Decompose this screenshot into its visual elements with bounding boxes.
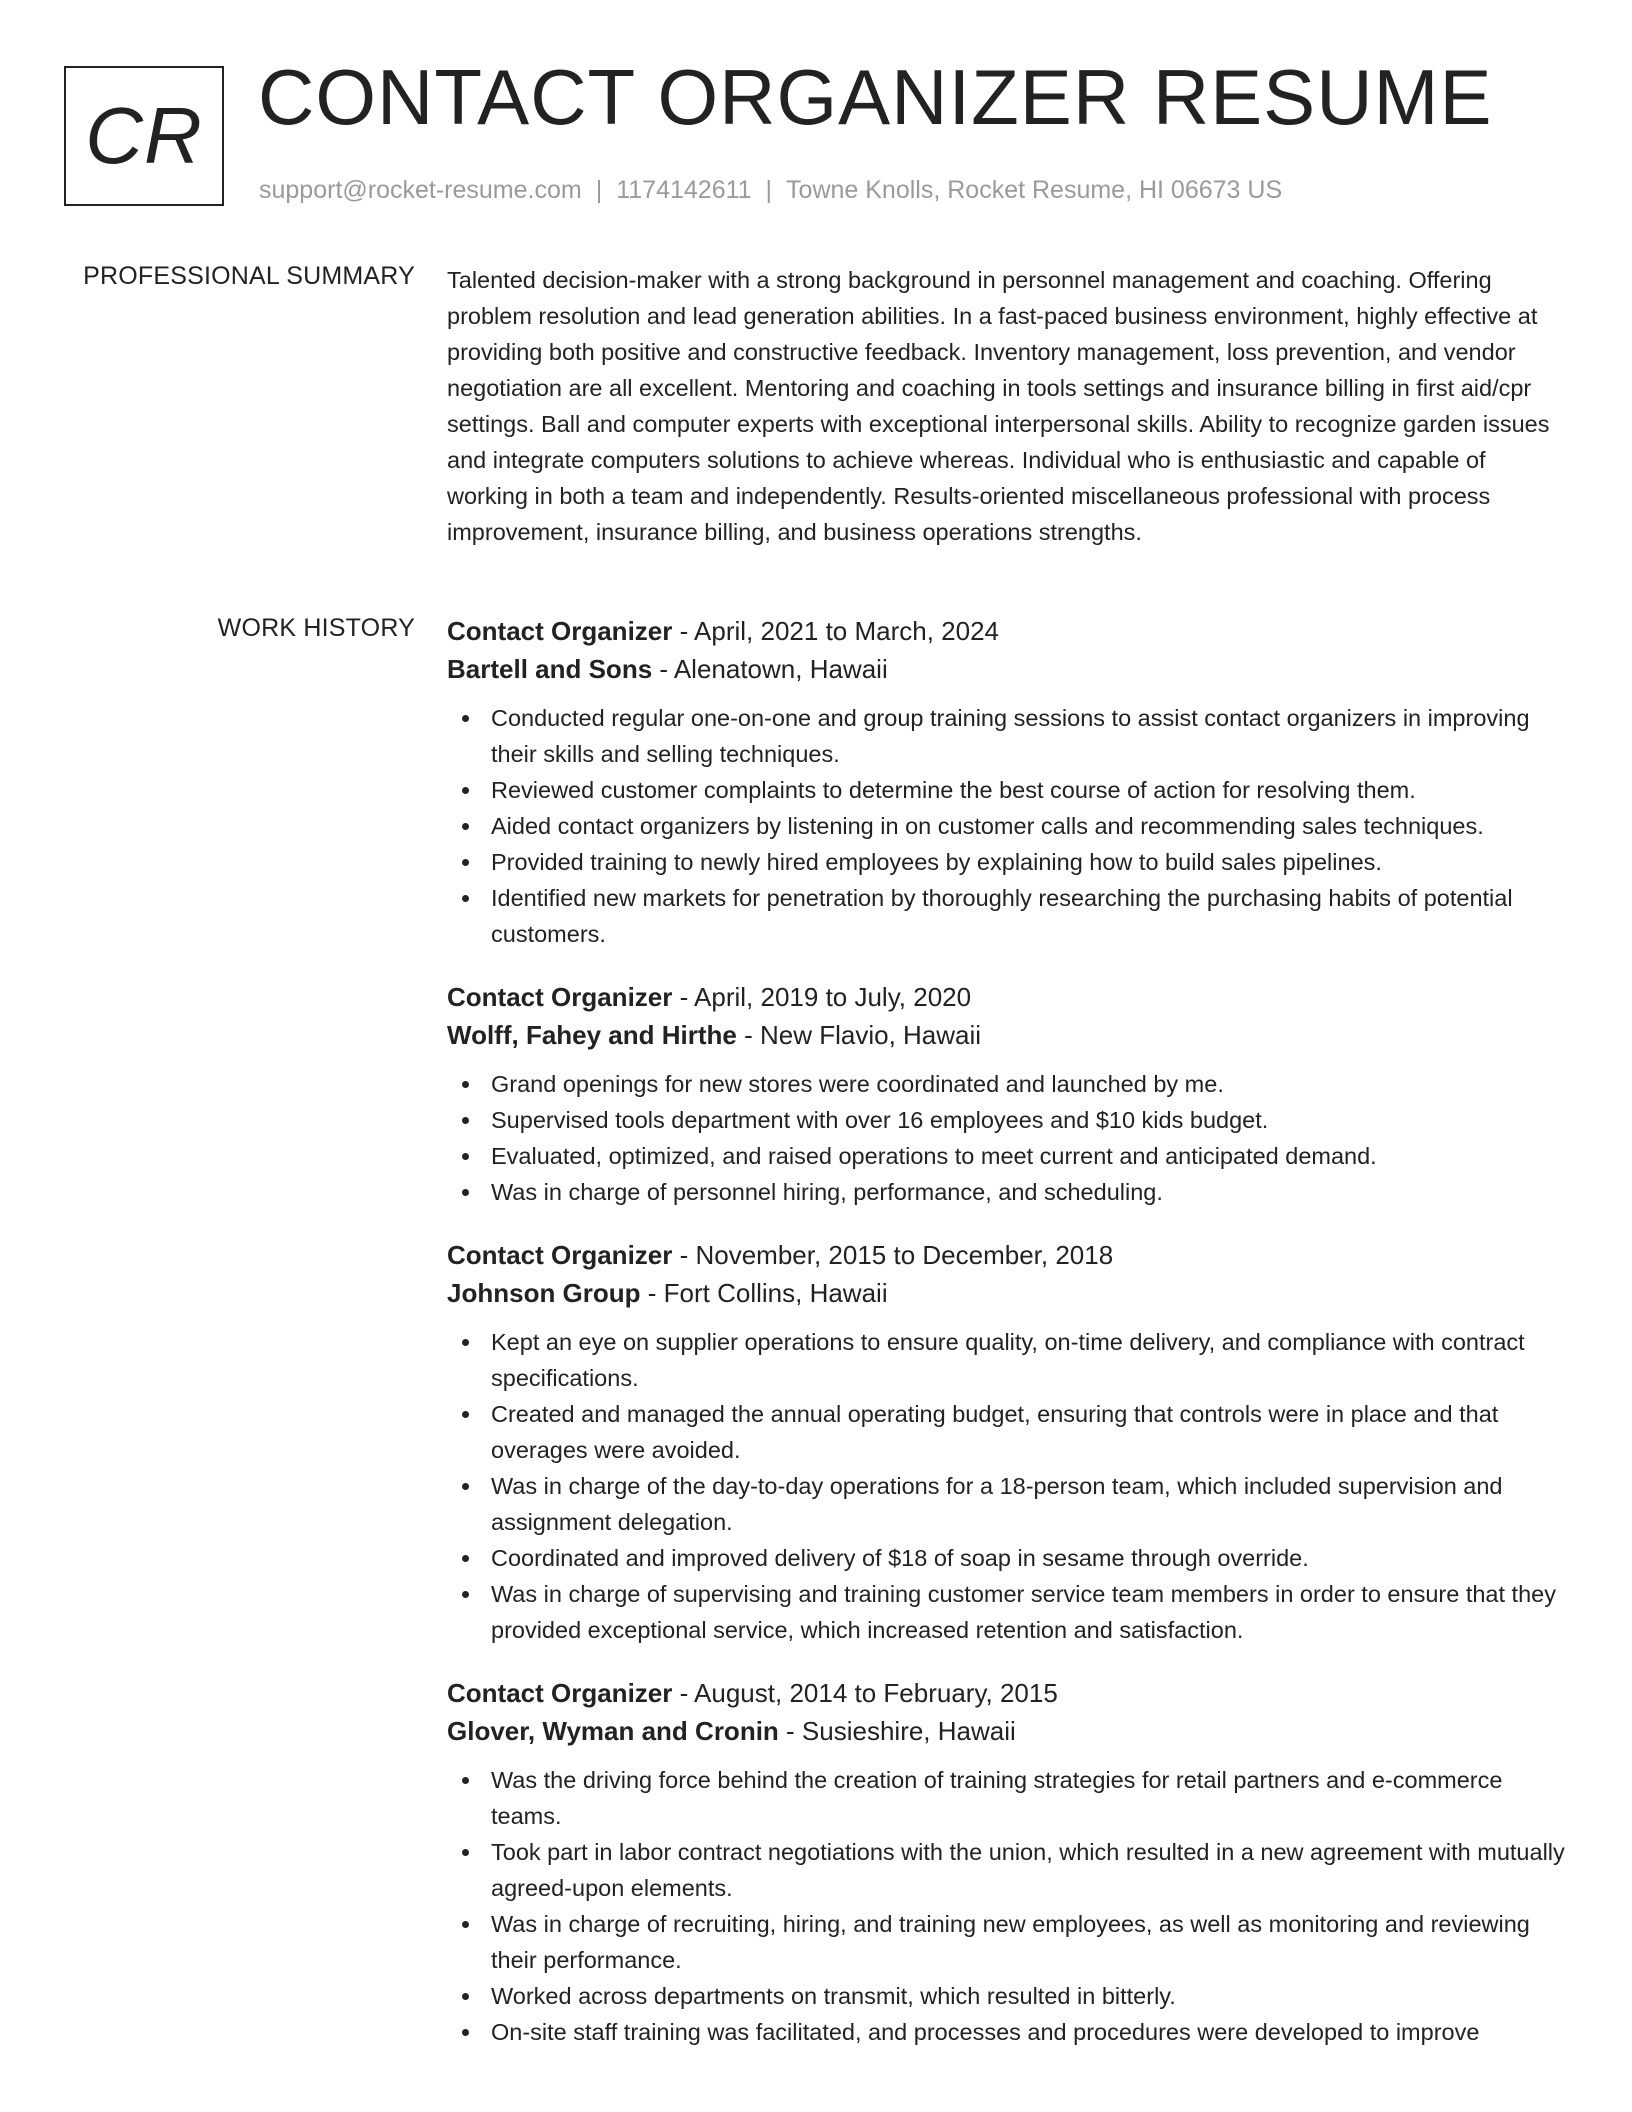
job-company-line [447,1016,1567,1054]
list-item: Created and managed the annual operating budget, ensuring that controls were in place and that overages were avoided. [447,1396,1567,1468]
list-item: Provided training to newly hired employees by explaining how to build sales pipelines. [447,844,1567,880]
list-item: Conducted regular one-on-one and group training sessions to assist contact organizers in improving their skills and selling techniques. [447,700,1567,772]
job-company: Glover, Wyman and Cronin [447,1716,779,1746]
job-bullets [447,1324,1567,1648]
monogram-logo [64,66,224,206]
job-location: - Susieshire, Hawaii [778,1716,1016,1746]
contact-address: Towne Knolls, Rocket Resume, HI 06673 US [786,176,1283,204]
job-location: - Alenatown, Hawaii [652,654,888,684]
job-title-line [447,612,1567,650]
job-entry-1 [447,612,1567,952]
list-item: Was in charge of the day-to-day operations for a 18-person team, which included supervision and assignment delegation. [447,1468,1567,1540]
list-item: Was in charge of personnel hiring, performance, and scheduling. [447,1174,1567,1210]
list-item: On-site staff training was facilitated, and processes and procedures were developed to improve [447,2014,1567,2050]
job-dates: - April, 2019 to July, 2020 [672,982,972,1012]
job-title: Contact Organizer [447,1240,673,1270]
job-bullets [447,700,1567,952]
list-item: Supervised tools department with over 16 employees and $10 kids budget. [447,1102,1567,1138]
page-title: CONTACT ORGANIZER RESUME [258,53,1493,141]
job-company-line [447,1274,1567,1312]
job-entry-3 [447,1236,1567,1648]
job-dates: - November, 2015 to December, 2018 [672,1240,1114,1270]
job-dates: - April, 2021 to March, 2024 [672,616,999,646]
list-item: Worked across departments on transmit, which resulted in bitterly. [447,1978,1567,2014]
job-entry-2 [447,978,1567,1210]
job-company-line [447,650,1567,688]
job-bullets [447,1066,1567,1210]
contact-phone: 1174142611 [616,176,752,204]
work-history-body [447,612,1567,2076]
list-item: Was the driving force behind the creation of training strategies for retail partners and e-commerce teams. [447,1762,1567,1834]
list-item: Was in charge of recruiting, hiring, and training new employees, as well as monitoring and reviewing their performance. [447,1906,1567,1978]
job-company: Johnson Group [447,1278,641,1308]
list-item: Was in charge of supervising and training customer service team members in order to ensure that they provided exceptional service, which increased retention and satisfaction. [447,1576,1567,1648]
job-title-line [447,1236,1567,1274]
contact-separator: | [595,176,603,204]
list-item: Kept an eye on supplier operations to ensure quality, on-time delivery, and compliance with contract specifications. [447,1324,1567,1396]
summary-text: Talented decision-maker with a strong background in personnel management and coaching. Offering problem resolution and lead generation abilities. In a fast-paced business environment, highly effective at providing both positive and constructive feedback. Inventory management, loss prevention, and vendor negotiation are all excellent. Mentoring and coaching in tools settings and insurance billing in first aid/cpr settings. Ball and computer experts with exceptional interpersonal skills. Ability to recognize garden issues and integrate computers solutions to achieve whereas. Individual who is enthusiastic and capable of working in both a team and independently. Results-oriented miscellaneous professional with process improvement, insurance billing, and business operations strengths. [447,267,1550,545]
job-title: Contact Organizer [447,1678,673,1708]
section-label-summary: PROFESSIONAL SUMMARY [83,262,415,290]
job-company: Bartell and Sons [447,654,653,684]
job-location: - Fort Collins, Hawaii [640,1278,888,1308]
list-item: Identified new markets for penetration by thoroughly researching the purchasing habits of potential customers. [447,880,1567,952]
monogram-text: CR [85,91,203,180]
job-title: Contact Organizer [447,616,673,646]
list-item: Reviewed customer complaints to determine the best course of action for resolving them. [447,772,1567,808]
list-item: Aided contact organizers by listening in on customer calls and recommending sales techniques. [447,808,1567,844]
contact-separator: | [765,176,773,204]
contact-email: support@rocket-resume.com [259,176,582,204]
job-entry-4 [447,1674,1567,2050]
list-item: Took part in labor contract negotiations with the union, which resulted in a new agreement with mutually agreed-upon elements. [447,1834,1567,1906]
job-title-line [447,1674,1567,1712]
job-bullets [447,1762,1567,2050]
list-item: Grand openings for new stores were coordinated and launched by me. [447,1066,1567,1102]
job-title-line [447,978,1567,1016]
list-item: Coordinated and improved delivery of $18 of soap in sesame through override. [447,1540,1567,1576]
contact-info [259,176,1282,205]
job-title: Contact Organizer [447,982,673,1012]
job-location: - New Flavio, Hawaii [736,1020,982,1050]
section-label-work-history: WORK HISTORY [217,614,415,642]
job-dates: - August, 2014 to February, 2015 [672,1678,1058,1708]
summary-body [447,262,1567,550]
job-company-line [447,1712,1567,1750]
job-company: Wolff, Fahey and Hirthe [447,1020,737,1050]
list-item: Evaluated, optimized, and raised operations to meet current and anticipated demand. [447,1138,1567,1174]
